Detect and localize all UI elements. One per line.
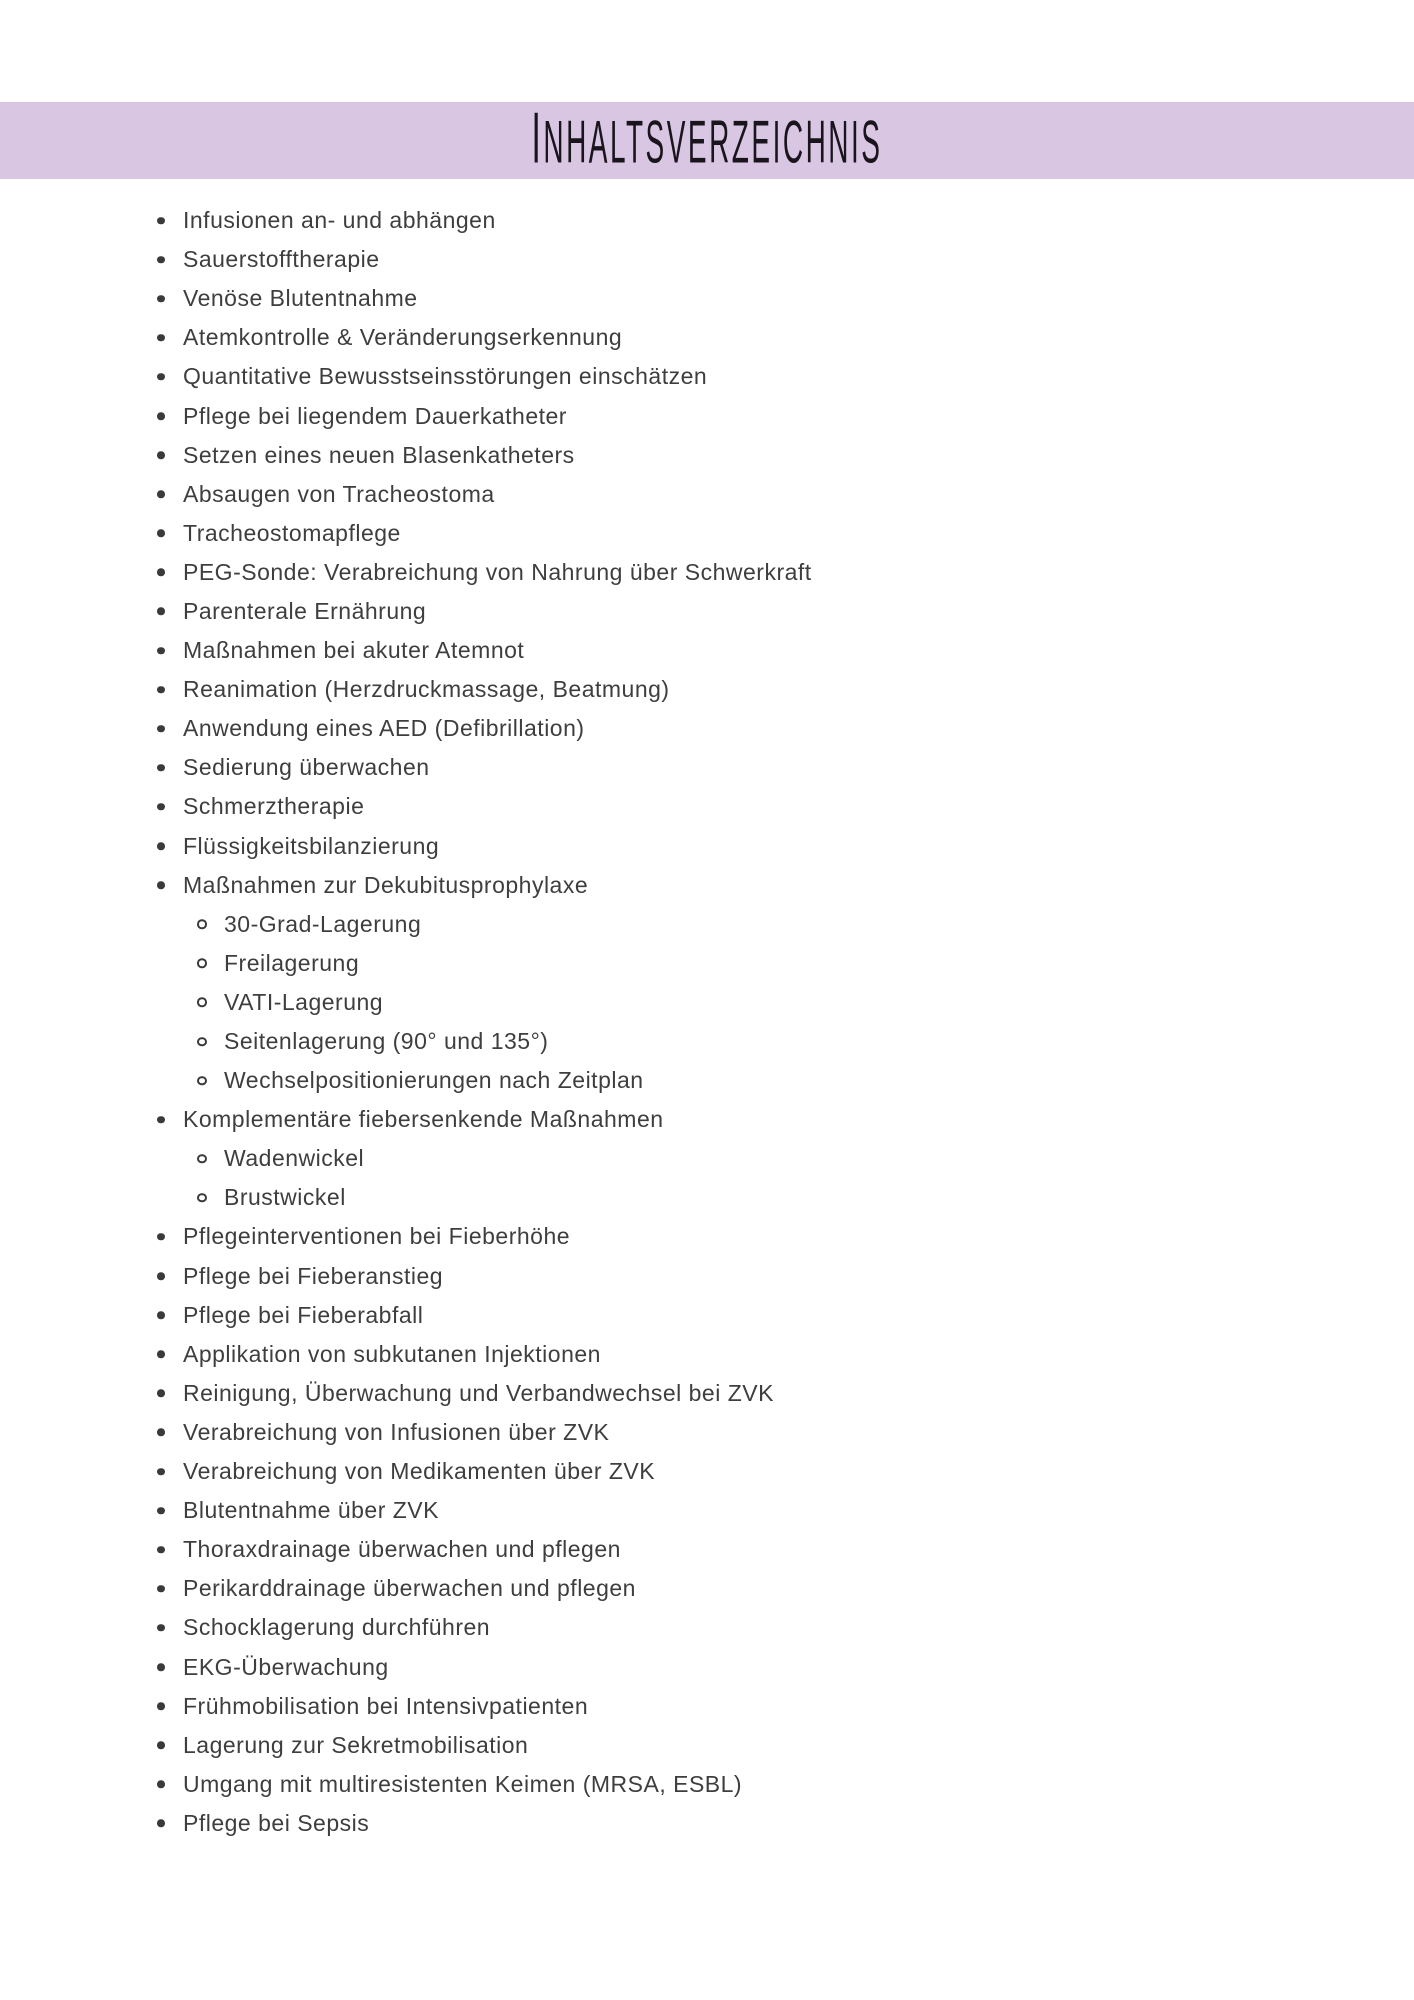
bullet-circle-icon — [197, 1154, 207, 1164]
bullet-circle-icon — [197, 1076, 207, 1086]
toc-item-label: Umgang mit multiresistenten Keimen (MRSA, ESBL) — [183, 1770, 743, 1797]
toc-item-label: Wechselpositionierungen nach Zeitplan — [224, 1067, 644, 1094]
bullet-disc-icon — [157, 1351, 165, 1359]
toc-item-label: Komplementäre fiebersenkende Maßnahmen — [183, 1106, 664, 1133]
toc-item-label: Absaugen von Tracheostoma — [183, 480, 495, 507]
bullet-disc-icon — [157, 1546, 165, 1554]
toc-item — [0, 318, 1414, 357]
toc-item-label: Reinigung, Überwachung und Verbandwechsel bei ZVK — [183, 1379, 774, 1406]
bullet-disc-icon — [157, 1390, 165, 1398]
bullet-disc-icon — [157, 1663, 165, 1671]
toc-subitem — [0, 983, 1414, 1022]
toc-item-label: Anwendung eines AED (Defibrillation) — [183, 715, 585, 742]
toc-item-label: Atemkontrolle & Veränderungserkennung — [183, 324, 623, 351]
toc-item-label: Quantitative Bewusstseinsstörungen einschätzen — [183, 363, 708, 390]
toc-item — [0, 1569, 1414, 1608]
toc-subitem — [0, 1022, 1414, 1061]
toc-item — [0, 514, 1414, 553]
bullet-circle-icon — [197, 1037, 207, 1047]
toc-item — [0, 1296, 1414, 1335]
toc-item — [0, 1335, 1414, 1374]
bullet-disc-icon — [157, 1233, 165, 1241]
toc-item-label: Pflegeinterventionen bei Fieberhöhe — [183, 1223, 571, 1250]
bullet-disc-icon — [157, 334, 165, 342]
toc-item-label: Seitenlagerung (90° und 135°) — [224, 1028, 549, 1055]
bullet-disc-icon — [157, 1311, 165, 1319]
toc-item-label: Pflege bei Fieberanstieg — [183, 1262, 444, 1289]
toc-subitem — [0, 1061, 1414, 1100]
toc-item-label: Lagerung zur Sekretmobilisation — [183, 1731, 529, 1758]
bullet-disc-icon — [157, 1468, 165, 1476]
toc-item-label: Flüssigkeitsbilanzierung — [183, 832, 440, 859]
bullet-disc-icon — [157, 686, 165, 694]
toc-item-label: 30-Grad-Lagerung — [224, 910, 422, 937]
toc-item — [0, 1374, 1414, 1413]
toc-item — [0, 1217, 1414, 1256]
toc-item — [0, 475, 1414, 514]
toc-item-label: Sauerstofftherapie — [183, 246, 380, 273]
bullet-circle-icon — [197, 998, 207, 1008]
toc-item-label: Freilagerung — [224, 949, 360, 976]
toc-item — [0, 1647, 1414, 1686]
toc-item-label: Brustwickel — [224, 1184, 346, 1211]
toc-item — [0, 670, 1414, 709]
toc-item-label: Setzen eines neuen Blasenkatheters — [183, 441, 575, 468]
bullet-disc-icon — [157, 412, 165, 420]
toc-item — [0, 1726, 1414, 1765]
title-band — [0, 99, 1414, 180]
bullet-circle-icon — [197, 959, 207, 969]
bullet-disc-icon — [157, 1702, 165, 1710]
toc-item-label: Reanimation (Herzdruckmassage, Beatmung) — [183, 676, 670, 703]
toc-item — [0, 1100, 1414, 1139]
bullet-disc-icon — [157, 1820, 165, 1828]
bullet-disc-icon — [157, 1429, 165, 1437]
bullet-disc-icon — [157, 373, 165, 381]
toc-item-label: Perikarddrainage überwachen und pflegen — [183, 1575, 636, 1602]
bullet-disc-icon — [157, 1116, 165, 1124]
toc-item — [0, 827, 1414, 866]
toc-item — [0, 592, 1414, 631]
toc-item-label: PEG-Sonde: Verabreichung von Nahrung über Schwerkraft — [183, 558, 812, 585]
toc-item — [0, 631, 1414, 670]
toc-item — [0, 1413, 1414, 1452]
toc-item-label: VATI-Lagerung — [224, 988, 384, 1015]
toc-item-label: Pflege bei Sepsis — [183, 1809, 370, 1836]
toc-item-label: Wadenwickel — [224, 1145, 365, 1172]
toc-item — [0, 553, 1414, 592]
bullet-disc-icon — [157, 764, 165, 772]
toc-item-label: Pflege bei liegendem Dauerkatheter — [183, 402, 567, 429]
toc-item — [0, 1608, 1414, 1647]
toc-item-label: Blutentnahme über ZVK — [183, 1497, 439, 1524]
toc-item — [0, 240, 1414, 279]
toc-item-label: Infusionen an- und abhängen — [183, 207, 496, 234]
bullet-disc-icon — [157, 1507, 165, 1515]
toc-item — [0, 396, 1414, 435]
toc-item — [0, 866, 1414, 905]
toc-item-label: Schocklagerung durchführen — [183, 1614, 491, 1641]
bullet-disc-icon — [157, 1624, 165, 1632]
toc-item — [0, 787, 1414, 826]
bullet-disc-icon — [157, 647, 165, 655]
toc-item-label: Frühmobilisation bei Intensivpatienten — [183, 1692, 589, 1719]
toc-item — [0, 1765, 1414, 1804]
page-title: INHALTSVERZEICHNIS — [531, 99, 883, 180]
bullet-circle-icon — [197, 1193, 207, 1203]
bullet-circle-icon — [197, 919, 207, 929]
toc-item-label: Pflege bei Fieberabfall — [183, 1301, 424, 1328]
bullet-disc-icon — [157, 1585, 165, 1593]
bullet-disc-icon — [157, 842, 165, 850]
toc-item — [0, 1257, 1414, 1296]
toc-item-label: Tracheostomapflege — [183, 519, 401, 546]
bullet-disc-icon — [157, 725, 165, 733]
toc-subitem — [0, 1178, 1414, 1217]
toc-list — [0, 201, 1414, 1843]
toc-item-label: Parenterale Ernährung — [183, 597, 427, 624]
toc-item — [0, 1804, 1414, 1843]
toc-item — [0, 357, 1414, 396]
toc-item-label: Applikation von subkutanen Injektionen — [183, 1340, 601, 1367]
toc-item-label: Schmerztherapie — [183, 793, 365, 820]
bullet-disc-icon — [157, 451, 165, 459]
toc-item-label: Verabreichung von Medikamenten über ZVK — [183, 1458, 656, 1485]
toc-item — [0, 279, 1414, 318]
toc-item — [0, 1687, 1414, 1726]
bullet-disc-icon — [157, 1741, 165, 1749]
bullet-disc-icon — [157, 490, 165, 498]
bullet-disc-icon — [157, 295, 165, 303]
toc-item — [0, 201, 1414, 240]
bullet-disc-icon — [157, 569, 165, 577]
toc-item — [0, 1452, 1414, 1491]
bullet-disc-icon — [157, 256, 165, 264]
toc-item-label: Maßnahmen zur Dekubitusprophylaxe — [183, 871, 589, 898]
bullet-disc-icon — [157, 803, 165, 811]
toc-subitem — [0, 905, 1414, 944]
toc-item — [0, 748, 1414, 787]
bullet-disc-icon — [157, 217, 165, 225]
toc-item-label: Maßnahmen bei akuter Atemnot — [183, 637, 525, 664]
bullet-disc-icon — [157, 530, 165, 538]
bullet-disc-icon — [157, 1781, 165, 1789]
toc-item-label: Venöse Blutentnahme — [183, 285, 418, 312]
toc-subitem — [0, 1139, 1414, 1178]
toc-item — [0, 1491, 1414, 1530]
toc-item-label: Thoraxdrainage überwachen und pflegen — [183, 1536, 621, 1563]
bullet-disc-icon — [157, 881, 165, 889]
toc-item — [0, 436, 1414, 475]
toc-item — [0, 1530, 1414, 1569]
toc-item — [0, 709, 1414, 748]
bullet-disc-icon — [157, 608, 165, 616]
toc-item-label: EKG-Überwachung — [183, 1653, 389, 1680]
toc-item-label: Sedierung überwachen — [183, 754, 430, 781]
toc-item-label: Verabreichung von Infusionen über ZVK — [183, 1418, 610, 1445]
toc-subitem — [0, 944, 1414, 983]
bullet-disc-icon — [157, 1272, 165, 1280]
